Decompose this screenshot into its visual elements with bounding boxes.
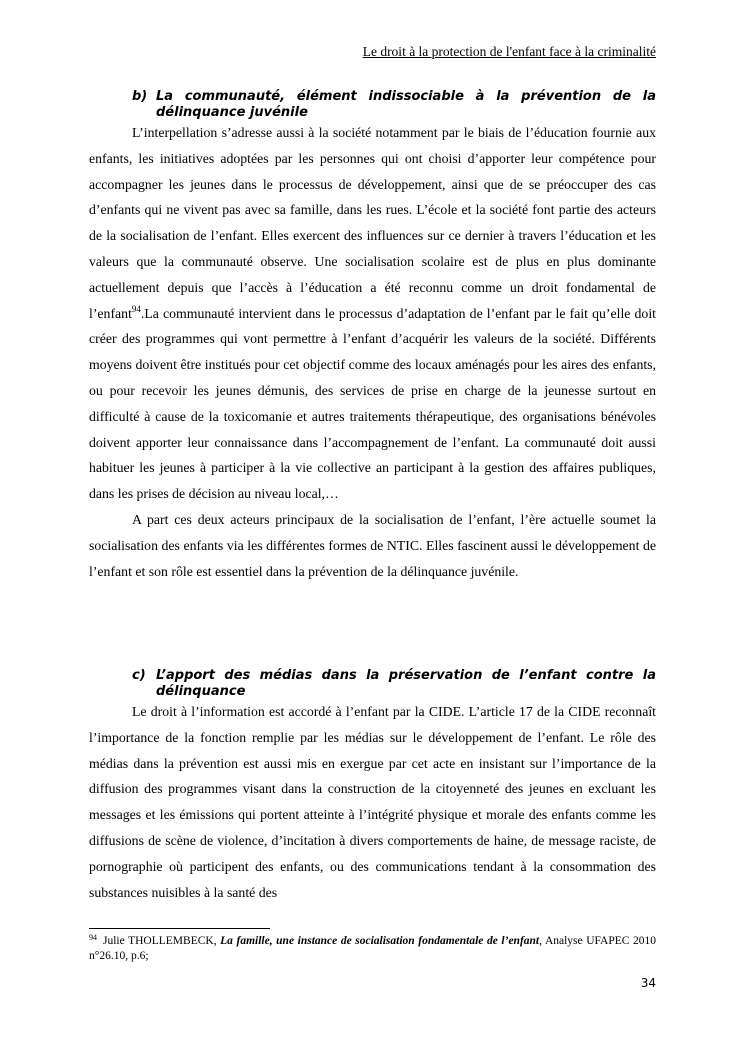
section-b-body (89, 120, 656, 584)
footnote-author: Julie THOLLEMBECK, (103, 935, 217, 947)
footnote-number: 94 (89, 933, 97, 942)
footnote (89, 934, 656, 964)
section-b-title: La communauté, élément indissociable à la prévention de la délinquance juvénile (156, 89, 656, 120)
running-header: Le droit à la protection de l'enfant face à la criminalité (362, 44, 656, 59)
footnote-source: , Analyse UFAPEC 2010 n°26.10, p.6; (89, 935, 657, 962)
section-c-body (89, 699, 656, 905)
section-b-heading (132, 89, 656, 121)
paragraph-text: .La communauté intervient dans le processus d’adaptation de l’enfant par le fait qu’elle doit créer des programmes qui vont permettre à l’enfant d’acquérir les valeurs de la société. Différents moyens doivent être institués pour cet objectif comme des locaux aménagés pour les aires des enfants, ou pour recevoir les jeunes démunis, des services de prise en charge de la jeunesse surtout en difficulté à cause de la toxicomanie et autres traitements thérapeutique, des organisations bénévoles doivent apporter leur connaissance dans l’accompagnement de l’enfant. La communauté doit aussi habituer les jeunes à participer à la vie collective an participant à la gestion des affaires publiques, dans les prises de décision au niveau local,… (89, 305, 656, 502)
section-c-paragraph-1: Le droit à l’information est accordé à l’enfant par la CIDE. L’article 17 de la CIDE reconnaît l’importance de la fonction remplie par les médias sur le développement de l’enfant. Le rôle des médias dans la prévention est aussi mis en exergue par cet acte en insistant sur l’importance de la diffusion des programmes visant dans la construction de la citoyenneté des jeunes en excluant les messages et les émissions qui portent atteinte à l’intégrité physique et morale des enfants comme les diffusions de scène de violence, d’incitation à divers comportements de haine, de message raciste, de pornographie où participent des enfants, ou des communications tendant à la consommation des substances nuisibles à la santé des (89, 704, 656, 900)
paragraph-text: L’interpellation s’adresse aussi à la société notamment par le biais de l’éducation fournie aux enfants, les initiatives adoptées par les personnes qui ont choisi d’apporter leur compétence pour accompagner les jeunes dans le processus de développement, ainsi que de se préoccuper des cas d’enfants qui ne vivent pas avec sa famille, dans les rues. L’école et la société font partie des acteurs de la socialisation de l’enfant. Elles exercent des influences sur ce dernier à travers l’éducation et les valeurs que la communauté observe. Une socialisation scolaire est de plus en plus dominante actuellement depuis que l’accès à l’éducation a été reconnu comme un droit fondamental de l’enfant (89, 125, 656, 321)
section-c-heading (132, 668, 656, 700)
footnote-title: La famille, une instance de socialisation fondamentale de l’enfant (220, 935, 540, 947)
footnote-reference: 94 (131, 303, 141, 314)
section-b-letter: b) (132, 89, 148, 104)
section-c-letter: c) (132, 668, 146, 683)
section-c-title: L’apport des médias dans la préservation de l’enfant contre la délinquance (156, 668, 656, 699)
section-b-paragraph-2: A part ces deux acteurs principaux de la socialisation de l’enfant, l’ère actuelle soumet la socialisation des enfants via les différentes formes de NTIC. Elles fascinent aussi le développement de l’enfant et son rôle est essentiel dans la prévention de la délinquance juvénile. (89, 511, 656, 579)
page-number: 34 (640, 976, 656, 990)
footnote-separator (89, 928, 270, 929)
section-b-paragraph-1 (89, 120, 656, 507)
